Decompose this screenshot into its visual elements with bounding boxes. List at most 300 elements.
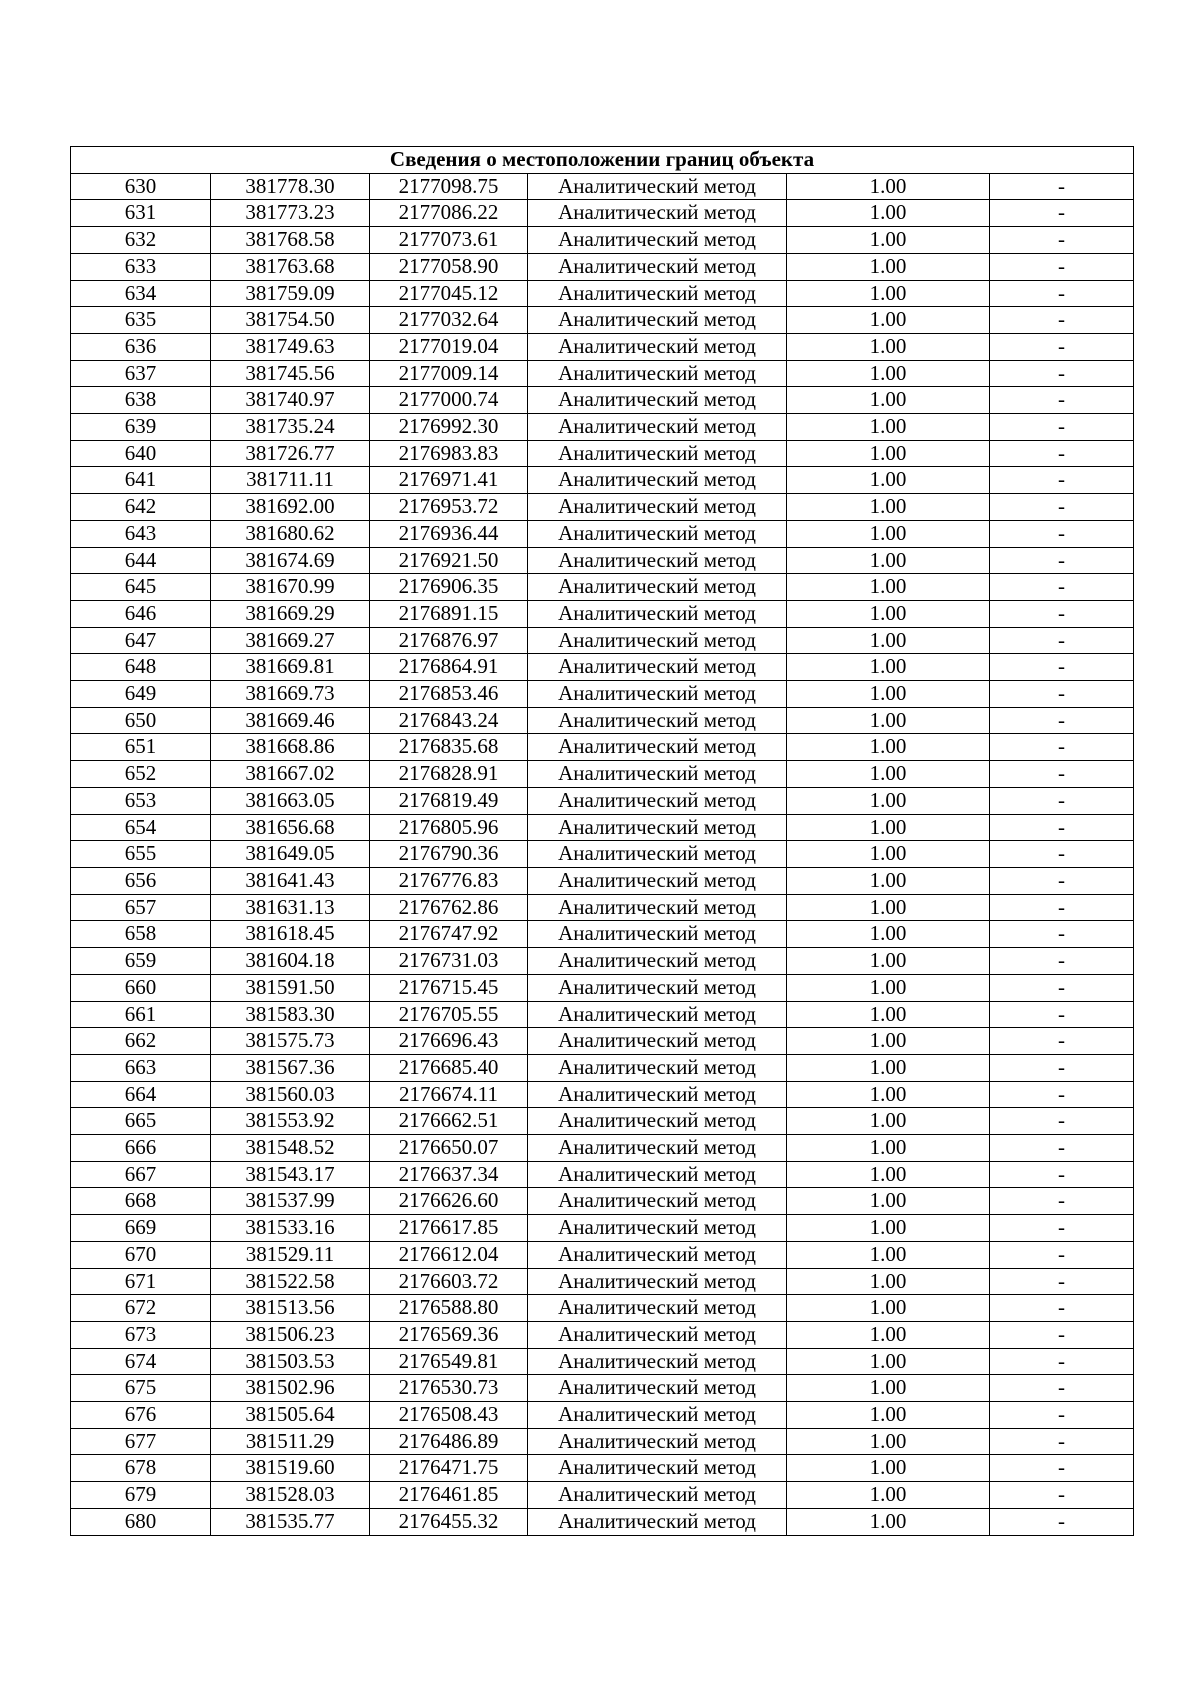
table-row	[71, 1188, 1134, 1215]
cell-coord-y: 2176819.49	[370, 787, 528, 814]
cell-coord-y: 2176617.85	[370, 1215, 528, 1242]
cell-accuracy: 1.00	[787, 307, 990, 334]
cell-point-number: 646	[71, 600, 211, 627]
cell-coord-y: 2176508.43	[370, 1402, 528, 1429]
cell-coord-y: 2176461.85	[370, 1482, 528, 1509]
cell-point-number: 670	[71, 1241, 211, 1268]
cell-description: -	[990, 1348, 1134, 1375]
cell-coord-x: 381519.60	[211, 1455, 370, 1482]
cell-method: Аналитический метод	[528, 1081, 787, 1108]
cell-method: Аналитический метод	[528, 227, 787, 254]
cell-coord-x: 381669.27	[211, 627, 370, 654]
cell-accuracy: 1.00	[787, 173, 990, 200]
cell-coord-x: 381668.86	[211, 734, 370, 761]
cell-accuracy: 1.00	[787, 1482, 990, 1509]
cell-accuracy: 1.00	[787, 574, 990, 601]
cell-point-number: 641	[71, 467, 211, 494]
cell-method: Аналитический метод	[528, 1135, 787, 1162]
table-row	[71, 627, 1134, 654]
cell-point-number: 651	[71, 734, 211, 761]
cell-point-number: 630	[71, 173, 211, 200]
cell-coord-y: 2176843.24	[370, 707, 528, 734]
cell-point-number: 666	[71, 1135, 211, 1162]
cell-accuracy: 1.00	[787, 600, 990, 627]
cell-accuracy: 1.00	[787, 814, 990, 841]
table-row	[71, 1321, 1134, 1348]
cell-method: Аналитический метод	[528, 333, 787, 360]
table-title-row	[71, 147, 1134, 174]
table-row	[71, 414, 1134, 441]
table-row	[71, 1241, 1134, 1268]
cell-description: -	[990, 173, 1134, 200]
cell-coord-x: 381513.56	[211, 1295, 370, 1322]
cell-description: -	[990, 494, 1134, 521]
cell-method: Аналитический метод	[528, 360, 787, 387]
table-row	[71, 1508, 1134, 1535]
cell-description: -	[990, 1268, 1134, 1295]
cell-description: -	[990, 814, 1134, 841]
cell-method: Аналитический метод	[528, 494, 787, 521]
cell-accuracy: 1.00	[787, 1375, 990, 1402]
cell-coord-y: 2176674.11	[370, 1081, 528, 1108]
cell-method: Аналитический метод	[528, 307, 787, 334]
cell-coord-y: 2176715.45	[370, 974, 528, 1001]
cell-coord-x: 381567.36	[211, 1054, 370, 1081]
table-row	[71, 1268, 1134, 1295]
cell-description: -	[990, 600, 1134, 627]
cell-point-number: 659	[71, 948, 211, 975]
table-row	[71, 1161, 1134, 1188]
cell-point-number: 642	[71, 494, 211, 521]
cell-description: -	[990, 414, 1134, 441]
cell-point-number: 665	[71, 1108, 211, 1135]
cell-description: -	[990, 1081, 1134, 1108]
cell-description: -	[990, 1241, 1134, 1268]
cell-method: Аналитический метод	[528, 1268, 787, 1295]
cell-method: Аналитический метод	[528, 921, 787, 948]
cell-coord-x: 381759.09	[211, 280, 370, 307]
table-row	[71, 707, 1134, 734]
table-row	[71, 1054, 1134, 1081]
cell-coord-y: 2176696.43	[370, 1028, 528, 1055]
cell-method: Аналитический метод	[528, 1482, 787, 1509]
cell-coord-x: 381618.45	[211, 921, 370, 948]
cell-method: Аналитический метод	[528, 681, 787, 708]
table-row	[71, 734, 1134, 761]
cell-coord-y: 2176455.32	[370, 1508, 528, 1535]
cell-accuracy: 1.00	[787, 414, 990, 441]
cell-accuracy: 1.00	[787, 1161, 990, 1188]
cell-description: -	[990, 734, 1134, 761]
cell-coord-y: 2176549.81	[370, 1348, 528, 1375]
cell-method: Аналитический метод	[528, 841, 787, 868]
cell-description: -	[990, 574, 1134, 601]
cell-description: -	[990, 1321, 1134, 1348]
cell-coord-y: 2177032.64	[370, 307, 528, 334]
table-row	[71, 280, 1134, 307]
cell-coord-x: 381548.52	[211, 1135, 370, 1162]
cell-description: -	[990, 707, 1134, 734]
table-row	[71, 1348, 1134, 1375]
cell-method: Аналитический метод	[528, 1108, 787, 1135]
cell-point-number: 679	[71, 1482, 211, 1509]
cell-method: Аналитический метод	[528, 1215, 787, 1242]
cell-point-number: 668	[71, 1188, 211, 1215]
cell-coord-x: 381711.11	[211, 467, 370, 494]
cell-point-number: 661	[71, 1001, 211, 1028]
cell-accuracy: 1.00	[787, 867, 990, 894]
cell-coord-x: 381537.99	[211, 1188, 370, 1215]
table-row	[71, 1295, 1134, 1322]
cell-point-number: 645	[71, 574, 211, 601]
cell-method: Аналитический метод	[528, 1402, 787, 1429]
cell-coord-x: 381591.50	[211, 974, 370, 1001]
table-row	[71, 600, 1134, 627]
cell-point-number: 640	[71, 440, 211, 467]
cell-accuracy: 1.00	[787, 520, 990, 547]
cell-accuracy: 1.00	[787, 1001, 990, 1028]
cell-method: Аналитический метод	[528, 627, 787, 654]
cell-coord-x: 381583.30	[211, 1001, 370, 1028]
cell-coord-y: 2176471.75	[370, 1455, 528, 1482]
cell-coord-x: 381669.29	[211, 600, 370, 627]
cell-description: -	[990, 627, 1134, 654]
cell-description: -	[990, 1375, 1134, 1402]
cell-method: Аналитический метод	[528, 1188, 787, 1215]
cell-coord-x: 381641.43	[211, 867, 370, 894]
cell-method: Аналитический метод	[528, 520, 787, 547]
cell-accuracy: 1.00	[787, 360, 990, 387]
cell-accuracy: 1.00	[787, 1215, 990, 1242]
cell-description: -	[990, 841, 1134, 868]
cell-point-number: 635	[71, 307, 211, 334]
cell-description: -	[990, 894, 1134, 921]
cell-point-number: 663	[71, 1054, 211, 1081]
cell-accuracy: 1.00	[787, 1108, 990, 1135]
cell-coord-x: 381529.11	[211, 1241, 370, 1268]
cell-description: -	[990, 1108, 1134, 1135]
table-row	[71, 574, 1134, 601]
table-title: Сведения о местоположении границ объекта	[71, 147, 1134, 174]
cell-description: -	[990, 1508, 1134, 1535]
cell-accuracy: 1.00	[787, 1295, 990, 1322]
cell-method: Аналитический метод	[528, 387, 787, 414]
table-row	[71, 1108, 1134, 1135]
cell-coord-y: 2176486.89	[370, 1428, 528, 1455]
cell-method: Аналитический метод	[528, 867, 787, 894]
cell-accuracy: 1.00	[787, 681, 990, 708]
cell-accuracy: 1.00	[787, 707, 990, 734]
cell-method: Аналитический метод	[528, 1348, 787, 1375]
cell-coord-y: 2177073.61	[370, 227, 528, 254]
table-row	[71, 227, 1134, 254]
cell-accuracy: 1.00	[787, 1188, 990, 1215]
cell-point-number: 648	[71, 654, 211, 681]
cell-point-number: 669	[71, 1215, 211, 1242]
cell-coord-y: 2176705.55	[370, 1001, 528, 1028]
cell-point-number: 654	[71, 814, 211, 841]
table-row	[71, 467, 1134, 494]
cell-description: -	[990, 654, 1134, 681]
cell-coord-y: 2176992.30	[370, 414, 528, 441]
cell-method: Аналитический метод	[528, 253, 787, 280]
cell-coord-y: 2176776.83	[370, 867, 528, 894]
cell-method: Аналитический метод	[528, 1161, 787, 1188]
cell-coord-y: 2176530.73	[370, 1375, 528, 1402]
cell-coord-x: 381768.58	[211, 227, 370, 254]
cell-coord-y: 2176731.03	[370, 948, 528, 975]
cell-accuracy: 1.00	[787, 921, 990, 948]
table-row	[71, 681, 1134, 708]
cell-coord-y: 2176906.35	[370, 574, 528, 601]
cell-accuracy: 1.00	[787, 1455, 990, 1482]
cell-point-number: 658	[71, 921, 211, 948]
cell-accuracy: 1.00	[787, 1081, 990, 1108]
cell-coord-x: 381773.23	[211, 200, 370, 227]
cell-accuracy: 1.00	[787, 1028, 990, 1055]
cell-point-number: 637	[71, 360, 211, 387]
cell-coord-x: 381667.02	[211, 761, 370, 788]
cell-point-number: 655	[71, 841, 211, 868]
table-row	[71, 1135, 1134, 1162]
cell-coord-y: 2176805.96	[370, 814, 528, 841]
cell-method: Аналитический метод	[528, 200, 787, 227]
cell-description: -	[990, 1215, 1134, 1242]
cell-description: -	[990, 1428, 1134, 1455]
cell-method: Аналитический метод	[528, 1375, 787, 1402]
cell-coord-x: 381778.30	[211, 173, 370, 200]
cell-coord-x: 381528.03	[211, 1482, 370, 1509]
cell-coord-x: 381749.63	[211, 333, 370, 360]
cell-accuracy: 1.00	[787, 1268, 990, 1295]
table-row	[71, 547, 1134, 574]
table-row	[71, 520, 1134, 547]
table-row	[71, 787, 1134, 814]
cell-description: -	[990, 360, 1134, 387]
cell-method: Аналитический метод	[528, 1321, 787, 1348]
cell-description: -	[990, 1455, 1134, 1482]
cell-accuracy: 1.00	[787, 894, 990, 921]
table-row	[71, 494, 1134, 521]
cell-point-number: 657	[71, 894, 211, 921]
cell-method: Аналитический метод	[528, 1508, 787, 1535]
cell-description: -	[990, 440, 1134, 467]
cell-coord-x: 381511.29	[211, 1428, 370, 1455]
cell-coord-x: 381740.97	[211, 387, 370, 414]
table-row	[71, 814, 1134, 841]
cell-point-number: 673	[71, 1321, 211, 1348]
cell-point-number: 675	[71, 1375, 211, 1402]
cell-coord-y: 2176637.34	[370, 1161, 528, 1188]
cell-accuracy: 1.00	[787, 1348, 990, 1375]
cell-method: Аналитический метод	[528, 414, 787, 441]
cell-coord-y: 2176921.50	[370, 547, 528, 574]
cell-coord-y: 2176936.44	[370, 520, 528, 547]
table-row	[71, 654, 1134, 681]
cell-point-number: 631	[71, 200, 211, 227]
cell-accuracy: 1.00	[787, 948, 990, 975]
table-row	[71, 1001, 1134, 1028]
cell-description: -	[990, 547, 1134, 574]
cell-description: -	[990, 867, 1134, 894]
cell-coord-x: 381506.23	[211, 1321, 370, 1348]
cell-point-number: 672	[71, 1295, 211, 1322]
cell-description: -	[990, 1161, 1134, 1188]
cell-coord-y: 2176626.60	[370, 1188, 528, 1215]
cell-point-number: 633	[71, 253, 211, 280]
cell-coord-x: 381735.24	[211, 414, 370, 441]
table-row	[71, 1028, 1134, 1055]
cell-point-number: 643	[71, 520, 211, 547]
cell-method: Аналитический метод	[528, 1054, 787, 1081]
cell-coord-x: 381522.58	[211, 1268, 370, 1295]
table-row	[71, 440, 1134, 467]
cell-method: Аналитический метод	[528, 707, 787, 734]
cell-accuracy: 1.00	[787, 227, 990, 254]
cell-point-number: 680	[71, 1508, 211, 1535]
cell-method: Аналитический метод	[528, 787, 787, 814]
cell-method: Аналитический метод	[528, 814, 787, 841]
cell-coord-x: 381533.16	[211, 1215, 370, 1242]
cell-coord-x: 381674.69	[211, 547, 370, 574]
cell-point-number: 644	[71, 547, 211, 574]
cell-accuracy: 1.00	[787, 1054, 990, 1081]
table-row	[71, 1428, 1134, 1455]
cell-description: -	[990, 333, 1134, 360]
cell-coord-x: 381649.05	[211, 841, 370, 868]
boundary-coordinates-table	[70, 146, 1134, 1536]
cell-coord-x: 381754.50	[211, 307, 370, 334]
cell-accuracy: 1.00	[787, 761, 990, 788]
cell-point-number: 649	[71, 681, 211, 708]
cell-coord-x: 381631.13	[211, 894, 370, 921]
table-row	[71, 948, 1134, 975]
cell-description: -	[990, 227, 1134, 254]
cell-coord-y: 2176603.72	[370, 1268, 528, 1295]
cell-coord-y: 2176747.92	[370, 921, 528, 948]
cell-method: Аналитический метод	[528, 467, 787, 494]
cell-coord-x: 381503.53	[211, 1348, 370, 1375]
cell-point-number: 664	[71, 1081, 211, 1108]
cell-coord-x: 381726.77	[211, 440, 370, 467]
cell-coord-y: 2177000.74	[370, 387, 528, 414]
cell-method: Аналитический метод	[528, 1001, 787, 1028]
cell-method: Аналитический метод	[528, 574, 787, 601]
cell-coord-y: 2176685.40	[370, 1054, 528, 1081]
cell-description: -	[990, 787, 1134, 814]
cell-accuracy: 1.00	[787, 387, 990, 414]
cell-point-number: 677	[71, 1428, 211, 1455]
table-body	[71, 147, 1134, 1536]
cell-accuracy: 1.00	[787, 1428, 990, 1455]
cell-coord-x: 381669.81	[211, 654, 370, 681]
cell-description: -	[990, 1482, 1134, 1509]
cell-coord-x: 381669.46	[211, 707, 370, 734]
cell-coord-y: 2176662.51	[370, 1108, 528, 1135]
cell-coord-x: 381745.56	[211, 360, 370, 387]
cell-method: Аналитический метод	[528, 173, 787, 200]
cell-description: -	[990, 921, 1134, 948]
cell-coord-x: 381669.73	[211, 681, 370, 708]
cell-coord-y: 2176650.07	[370, 1135, 528, 1162]
cell-description: -	[990, 1188, 1134, 1215]
cell-method: Аналитический метод	[528, 948, 787, 975]
cell-method: Аналитический метод	[528, 654, 787, 681]
cell-method: Аналитический метод	[528, 734, 787, 761]
cell-coord-y: 2176828.91	[370, 761, 528, 788]
cell-method: Аналитический метод	[528, 1028, 787, 1055]
cell-point-number: 656	[71, 867, 211, 894]
cell-accuracy: 1.00	[787, 654, 990, 681]
cell-description: -	[990, 761, 1134, 788]
cell-coord-x: 381543.17	[211, 1161, 370, 1188]
cell-coord-y: 2177058.90	[370, 253, 528, 280]
cell-coord-y: 2177098.75	[370, 173, 528, 200]
cell-coord-x: 381663.05	[211, 787, 370, 814]
table-row	[71, 1402, 1134, 1429]
cell-coord-y: 2176876.97	[370, 627, 528, 654]
table-row	[71, 1215, 1134, 1242]
cell-description: -	[990, 1135, 1134, 1162]
table-row	[71, 333, 1134, 360]
cell-accuracy: 1.00	[787, 1241, 990, 1268]
table-row	[71, 253, 1134, 280]
cell-point-number: 678	[71, 1455, 211, 1482]
cell-point-number: 662	[71, 1028, 211, 1055]
cell-description: -	[990, 681, 1134, 708]
cell-coord-x: 381553.92	[211, 1108, 370, 1135]
cell-accuracy: 1.00	[787, 734, 990, 761]
table-row	[71, 387, 1134, 414]
cell-description: -	[990, 1028, 1134, 1055]
cell-description: -	[990, 1295, 1134, 1322]
cell-coord-x: 381560.03	[211, 1081, 370, 1108]
cell-accuracy: 1.00	[787, 974, 990, 1001]
cell-method: Аналитический метод	[528, 761, 787, 788]
table-row	[71, 761, 1134, 788]
cell-coord-y: 2176588.80	[370, 1295, 528, 1322]
cell-method: Аналитический метод	[528, 1428, 787, 1455]
cell-coord-x: 381575.73	[211, 1028, 370, 1055]
cell-coord-y: 2176569.36	[370, 1321, 528, 1348]
cell-coord-x: 381535.77	[211, 1508, 370, 1535]
cell-point-number: 634	[71, 280, 211, 307]
table-row	[71, 841, 1134, 868]
cell-coord-y: 2177009.14	[370, 360, 528, 387]
cell-description: -	[990, 387, 1134, 414]
cell-method: Аналитический метод	[528, 280, 787, 307]
cell-accuracy: 1.00	[787, 1135, 990, 1162]
cell-accuracy: 1.00	[787, 1402, 990, 1429]
table-row	[71, 307, 1134, 334]
cell-coord-x: 381680.62	[211, 520, 370, 547]
cell-coord-y: 2176891.15	[370, 600, 528, 627]
cell-description: -	[990, 200, 1134, 227]
cell-description: -	[990, 253, 1134, 280]
cell-method: Аналитический метод	[528, 547, 787, 574]
cell-coord-y: 2176612.04	[370, 1241, 528, 1268]
cell-accuracy: 1.00	[787, 494, 990, 521]
cell-description: -	[990, 520, 1134, 547]
cell-coord-x: 381763.68	[211, 253, 370, 280]
cell-accuracy: 1.00	[787, 627, 990, 654]
cell-coord-x: 381505.64	[211, 1402, 370, 1429]
table-row	[71, 173, 1134, 200]
cell-method: Аналитический метод	[528, 600, 787, 627]
cell-coord-x: 381670.99	[211, 574, 370, 601]
cell-point-number: 652	[71, 761, 211, 788]
cell-point-number: 650	[71, 707, 211, 734]
